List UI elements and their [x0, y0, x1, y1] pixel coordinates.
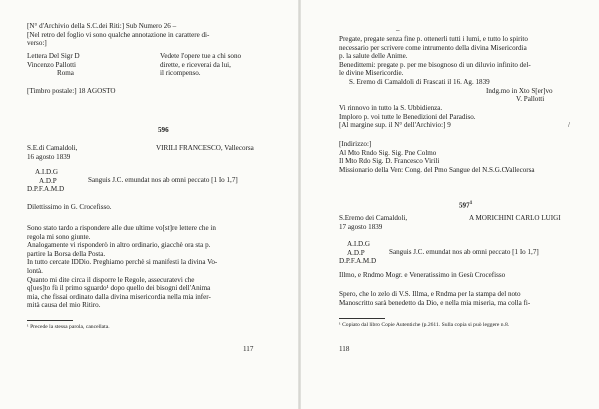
motto-block — [339, 240, 376, 266]
motto-abbr: D.P.F.A.M.D — [339, 257, 377, 266]
header-line: [N° d'Archivio della S.C.dei Riti:] Sub Numero 26 – — [27, 22, 177, 30]
address-line: Il Mto Rdo Sig. D. Francesco Virili — [339, 157, 440, 166]
date-line: 17 agosto 1839 — [339, 222, 383, 231]
page-number: 118 — [339, 345, 350, 353]
place-date — [27, 144, 77, 161]
date-line: 16 agosto 1839 — [27, 152, 71, 161]
body-line: Quanto mi dite circa il disporre le Regole, assecuratevi che — [27, 275, 195, 284]
body-line: partire la Borsa della Posta. — [27, 249, 106, 258]
body-line: Sono stato tardo a rispondere alle due ultime vo[st]re lettere che in — [27, 224, 216, 232]
address-line: Vincenzo Pallotti — [27, 60, 77, 69]
archive-header — [27, 22, 209, 48]
salutation: Dilettissimo in G. Crocefisso. — [27, 203, 112, 211]
recipient: VIRILI FRANCESCO, Vallecorsa — [156, 144, 254, 152]
scripture-quote: Sanguis J.C. emundat nos ab omni peccato [1 Io 1,7] — [389, 248, 539, 256]
address-line: Roma — [57, 69, 74, 78]
signature-line: Indg.mo in Xto S[er]vo — [486, 87, 553, 95]
salutation: Illmo, e Rndmo Mogr. e Veneratissimo in Gesù Crocefisso — [339, 271, 506, 279]
address-line: Missionario della Ven: Cong. del Pmo Sangue del N.S.G.C. — [339, 165, 509, 174]
body-line: Manoscritto sarà benedetto da Dio, e nella mia miseria, ma colla fi- — [339, 298, 531, 307]
header-line: [Nel retro del foglio vi sono qualche annotazione in carattere di- — [27, 30, 210, 39]
place-line: S.Eremo dei Camaldoli, — [339, 214, 408, 222]
body-line: lontà. — [27, 266, 43, 275]
address-block — [339, 140, 508, 174]
signature-name: V. Pallotti — [516, 95, 545, 103]
top-mark: – — [396, 26, 400, 34]
motto-abbr: A.D.P — [347, 248, 365, 257]
motto-abbr: D.P.F.A.M.D — [27, 185, 65, 194]
motto-line: dirette, e riceverai da lui, — [160, 60, 231, 69]
left-page — [0, 0, 298, 409]
address-motto — [160, 52, 241, 78]
motto-abbr: A.I.D.G — [347, 240, 371, 248]
letter-body — [339, 290, 530, 307]
address-line: Lettera Del Sigr D — [27, 52, 80, 60]
body-line: mia, che fissai ordinato dalla divina misericordia nella mia infer- — [27, 292, 211, 301]
motto-abbr: A.I.D.G — [35, 168, 59, 176]
body-line: p. la salute delle Anime. — [339, 52, 408, 61]
motto-abbr: A.D.P — [39, 176, 57, 185]
body-line: mità causa del mio Ritiro. — [27, 301, 101, 310]
body-line: le divine Misericordie. — [339, 69, 404, 78]
closing-line: Imploro p. voi tutte le Benedizioni del Paradiso. — [339, 112, 476, 121]
body-line: Benedittemi: pregate p. per me bisognoso di un diluvio infinito del- — [339, 60, 531, 69]
closing-line: [Al margine sup. il N° dell'Archivio:] 9 — [339, 121, 451, 130]
body-line: Pregate, pregate senza fine p. ottenerli tutti i lumi, e tutto lo spirito — [339, 35, 528, 43]
motto-block — [27, 168, 64, 194]
motto-line: il ricompenso. — [160, 69, 201, 78]
footnote: ¹ Copiato dal libro Copie Autentiche (p.2611. Sulla copia si può leggere n.8. — [339, 322, 510, 328]
closing-line: Vi rinnovo in tutto la S. Ubbidienza. — [339, 104, 443, 112]
body-line: Analogamente vi risponderò in altro ordinario, giacchè ora sta p. — [27, 241, 211, 250]
page-number: 117 — [243, 345, 254, 353]
closing — [339, 104, 476, 130]
place-date — [339, 214, 407, 231]
doc-number-footnote-ref: 1 — [469, 200, 473, 206]
address-line: Al Mto Rndo Sig. Sig. Pne Colmo — [339, 148, 437, 157]
letter-body — [27, 224, 217, 310]
letter-body-continued — [339, 35, 531, 78]
body-line: regola mi sono giunte. — [27, 232, 91, 241]
postmark: [Timbro postale:] 18 AGOSTO — [27, 87, 116, 95]
scripture-quote: Sanguis J.C. emundat nos ab omni peccato [1 Io 1,7] — [88, 176, 238, 184]
right-page — [301, 0, 599, 409]
body-line: In tutto cercate IDDio. Preghiamo perchè si manifesti la divina Vo- — [27, 258, 218, 267]
address-sender — [27, 52, 80, 78]
footnote-rule — [27, 320, 73, 321]
document-number — [459, 200, 472, 210]
signoff: S. Eremo di Camaldoli di Frascati il 16. Ag. 1839 — [349, 78, 490, 86]
body-line: necessario per scrivere come intrumento della divina Misericordia — [339, 43, 527, 52]
doc-number-value: 597 — [459, 201, 470, 210]
address-line: [Indirizzo:] — [339, 140, 372, 148]
footnote-rule — [339, 318, 385, 319]
body-line: Spero, che lo zelo di V.S. Illma, e Rndma per la stampa del noto — [339, 290, 521, 298]
footnote: ¹ Precede la stessa parola, cancellata. — [27, 324, 110, 330]
document-number: 596 — [158, 126, 169, 134]
header-line: verso:] — [27, 39, 47, 48]
motto-line: Vedete l'opere tue a chi sono — [160, 52, 242, 60]
place-line: S.E.di Camaldoli, — [27, 144, 78, 152]
recipient: A MORICHINI CARLO LUIGI — [469, 214, 561, 222]
address-city: Vallecorsa — [505, 166, 535, 174]
body-line: q[ues]to fù il primo sguardo¹ dopo quello dei bisogni dell'Anima — [27, 284, 211, 293]
slash-mark: / — [568, 121, 570, 129]
